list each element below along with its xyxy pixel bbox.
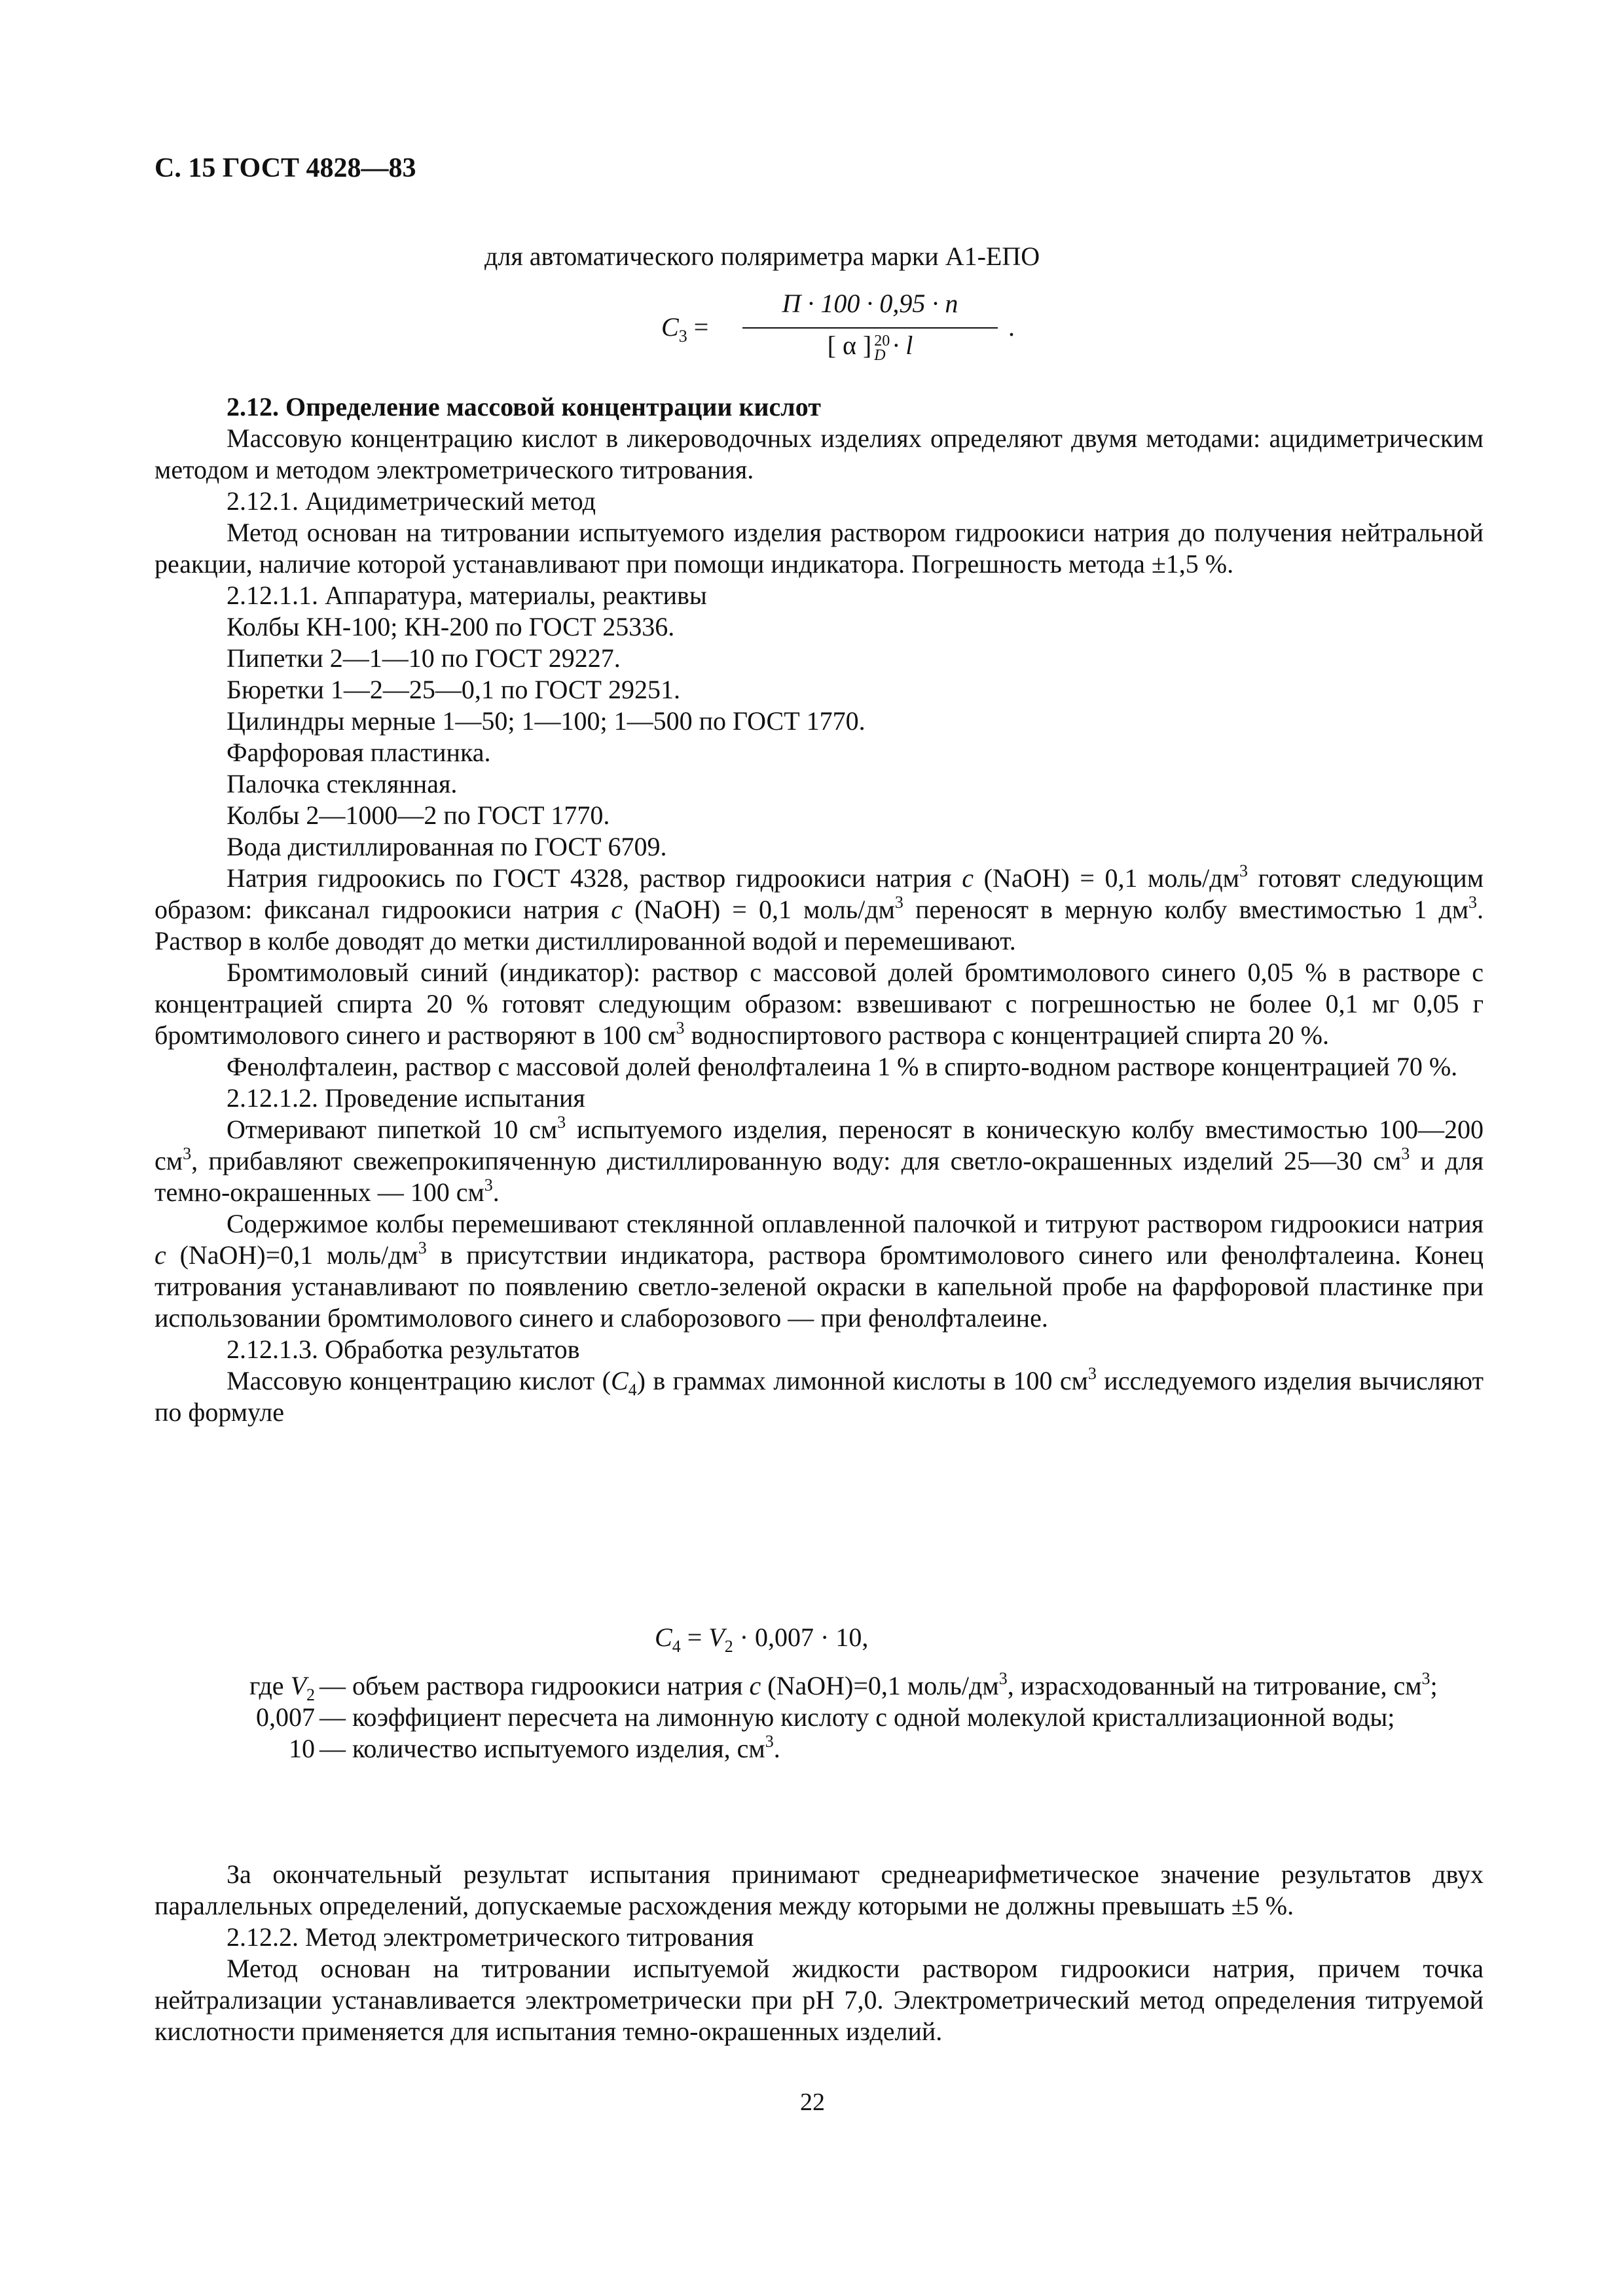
equipment-item: Палочка стеклянная. xyxy=(227,769,458,798)
formula-c3 xyxy=(661,288,1028,380)
fraction-bar xyxy=(742,327,998,329)
page-number: 22 xyxy=(800,2089,825,2116)
page-header: С. 15 ГОСТ 4828—83 xyxy=(155,153,416,183)
section-title: 2.12. Определение массовой концентрации кислот xyxy=(227,392,821,422)
legend-row-v2 xyxy=(155,1670,1484,1702)
subsection-2-12-1-3: 2.12.1.3. Обработка результатов xyxy=(227,1335,580,1364)
legend-row-quantity xyxy=(155,1733,1484,1765)
paragraph-bromthymol: Бромтимоловый синий (индикатор): раствор с массовой долей бромтимолового синего 0,05 % в растворе с концентрацией спирта 20 % готовят следующим образом: взвешивают с погрешностью не более 0,1 мг 0,05 г бромтимолового синего и растворяют в 100 $см^3$ водноспиртового раствора с концентрацией спирта 20 %. xyxy=(155,958,1484,1050)
equipment-item: Пипетки 2—1—10 по ГОСТ 29227. xyxy=(227,643,621,673)
paragraph-phenolphthalein: Фенолфталеин, раствор с массовой долей фенолфталеина 1 % в спирто-водном растворе концентрацией 70 %. xyxy=(227,1052,1458,1081)
equipment-item: Цилиндры мерные 1—50; 1—100; 1—500 по ГОСТ 1770. xyxy=(227,706,866,736)
subsection-2-12-1-1: 2.12.1.1. Аппаратура, материалы, реактивы xyxy=(227,581,707,610)
intro-line: для автоматического поляриметра марки А1-ЕПО xyxy=(484,242,1040,271)
subsection-2-12-1: 2.12.1. Ацидиметрический метод xyxy=(227,486,596,516)
legend-value: — объем раствора гидроокиси натрия c (NaOH)=0,1 моль/$дм^3$, израсходованный на титрование, $см^3$; xyxy=(319,1668,1438,1700)
paragraph-final-result: За окончательный результат испытания принимают среднеарифметическое значение результатов двух параллельных определений, допускаемые расхождения между которыми не должны превышать ±5 %. xyxy=(155,1859,1484,1920)
formula-period: . xyxy=(1008,312,1015,342)
legend-row-coefficient xyxy=(155,1702,1484,1733)
formula-numerator: П · 100 · 0,95 · n xyxy=(782,289,958,318)
formula-c4: $C_4 = V_2 \cdot 0,007 \cdot 10$, xyxy=(655,1623,869,1656)
equipment-item: Колбы 2—1000—2 по ГОСТ 1770. xyxy=(227,800,610,830)
paragraph-naoh: Натрия гидроокись по ГОСТ 4328, раствор гидроокиси натрия c (NaOH) = 0,1 моль/$дм^3$ готовят следующим образом: фиксанал гидроокиси натрия c (NaOH) = 0,1 моль/$дм^3$ переносят в мерную колбу вместимостью 1 $дм^3$. Раствор в колбе доводят до метки дистиллированной водой и перемешивают. xyxy=(155,861,1484,956)
main-body-bottom xyxy=(155,1859,1484,2047)
legend-key: где $V_2$ xyxy=(249,1671,315,1704)
legend-key: 10 xyxy=(289,1734,315,1763)
equipment-item: Колбы КН-100; КН-200 по ГОСТ 25336. xyxy=(227,612,675,641)
paragraph-electrometric: Метод основан на титровании испытуемой жидкости раствором гидроокиси натрия, причем точка нейтрализации устанавливается электрометрически при pH 7,0. Электрометрический метод определения титруемой кислотности применяется для испытания темно-окрашенных изделий. xyxy=(155,1954,1484,2046)
legend-value: — коэффициент пересчета на лимонную кислоту с одной молекулой кристаллизационной воды; xyxy=(319,1702,1395,1732)
paragraph-calculation: Массовую концентрацию кислот $(C_4)$ в граммах лимонной кислоты в 100 $см^3$ исследуемого изделия вычисляют по формуле xyxy=(155,1363,1484,1427)
legend-value: — количество испытуемого изделия, $см^3$. xyxy=(319,1731,780,1763)
subsection-2-12-1-2: 2.12.1.2. Проведение испытания xyxy=(227,1083,585,1113)
where-legend xyxy=(155,1670,1484,1765)
paragraph-titration: Содержимое колбы перемешивают стеклянной оплавленной палочкой и титруют раствором гидроокиси натрия c (NaOH)=0,1 моль/$дм^3$ в присутствии индикатора, раствора бромтимолового синего или фенолфталеина. Конец титрования устанавливают по появлению светло-зеленой окраски в капельной пробе на фарфоровой пластинке при использовании бромтимолового синего и слаборозового — при фенолфталеине. xyxy=(155,1209,1484,1333)
subsection-2-12-2: 2.12.2. Метод электрометрического титрования xyxy=(227,1922,754,1952)
equipment-item: Бюретки 1—2—25—0,1 по ГОСТ 29251. xyxy=(227,675,680,704)
formula-lhs: $C_3$ = xyxy=(661,312,709,346)
paragraph-intro: Массовую концентрацию кислот в ликероводочных изделиях определяют двумя методами: ацидиметрическим методом и методом электрометрического титрования. xyxy=(155,423,1484,484)
legend-key: 0,007 xyxy=(256,1702,315,1732)
main-body-top xyxy=(155,391,1484,1428)
formula-denominator: [ α ] 20 D · l xyxy=(827,331,913,364)
paragraph-measure: Отмеривают пипеткой 10 $см^3$ испытуемого изделия, переносят в коническую колбу вместимостью 100—200 $см^3$, прибавляют свежепрокипяченную дистиллированную воду: для светло-окрашенных изделий 25—30 $см^3$ и для темно-окрашенных — 100 $см^3$. xyxy=(155,1112,1484,1207)
equipment-item: Фарфоровая пластинка. xyxy=(227,738,491,767)
equipment-item: Вода дистиллированная по ГОСТ 6709. xyxy=(227,832,667,861)
paragraph-method: Метод основан на титровании испытуемого изделия раствором гидроокиси натрия до получения нейтральной реакции, наличие которой устанавливают при помощи индикатора. Погрешность метода ±1,5 %. xyxy=(155,518,1484,579)
